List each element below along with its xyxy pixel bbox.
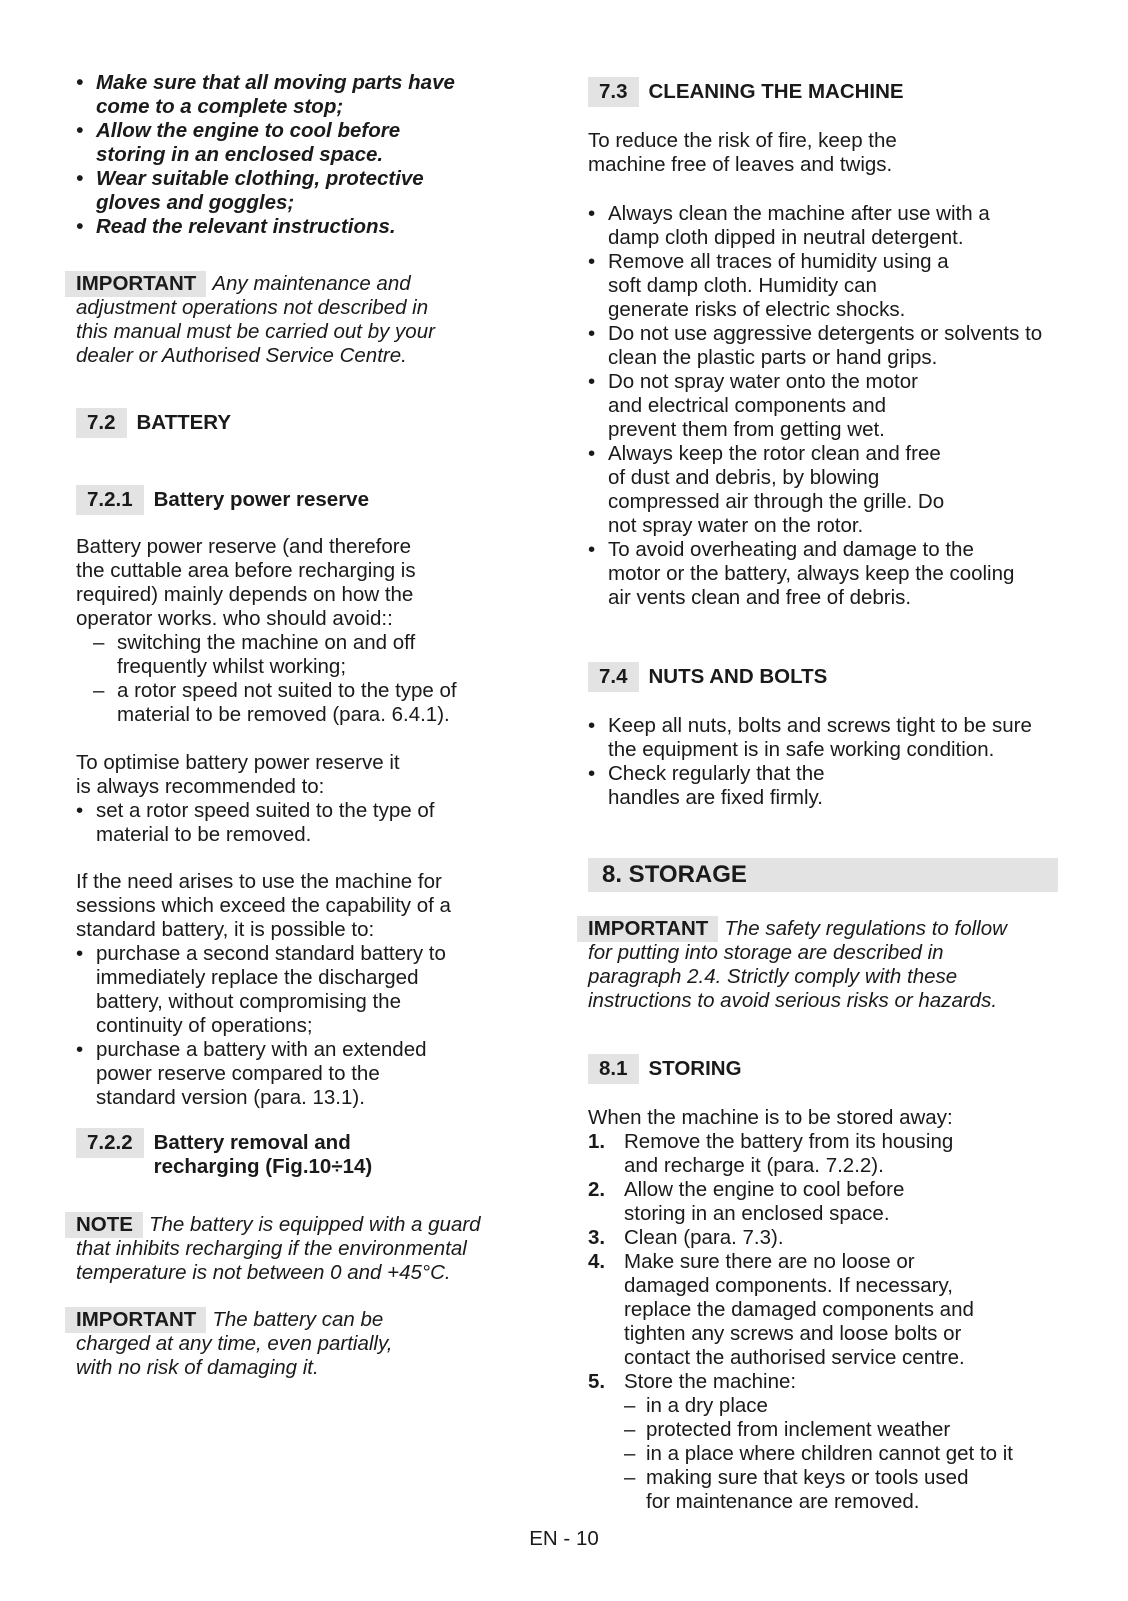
- list-item: – switching the machine on and off frequently whilst working;: [76, 631, 437, 679]
- battery-options-list: [76, 942, 526, 1110]
- paragraph-power-reserve: Battery power reserve (and therefore the cuttable area before recharging is required) mainly depends on how the operator works. who should avoid::: [76, 535, 416, 630]
- paragraph-storing-intro: When the machine is to be stored away:: [588, 1106, 953, 1129]
- list-item: • purchase a battery with an extended power reserve compared to the standard version (para. 13.1).: [76, 1038, 458, 1110]
- paragraph-extended-sessions: If the need arises to use the machine for sessions which exceed the capability of a standard battery, it is possible to:: [76, 870, 451, 941]
- list-item: – making sure that keys or tools used for maintenance are removed.: [624, 1466, 986, 1514]
- important-note-charging: IMPORTANT The battery can be charged at any time, even partially, with no risk of damaging it.: [76, 1308, 406, 1380]
- list-item: – a rotor speed not suited to the type of material to be removed (para. 6.4.1).: [76, 679, 487, 727]
- list-item: • Remove all traces of humidity using a soft damp cloth. Humidity can generate risks of electric shocks.: [588, 250, 953, 322]
- list-item: 2. Allow the engine to cool before storing in an enclosed space.: [588, 1178, 905, 1225]
- section-title: Battery removal and recharging (Fig.10÷14): [153, 1131, 373, 1178]
- list-item: • set a rotor speed suited to the type of material to be removed.: [76, 799, 436, 847]
- optimise-list: [76, 799, 526, 847]
- page-number: EN - 10: [529, 1527, 599, 1550]
- important-note-storage: IMPORTANT The safety regulations to follow for putting into storage are described in paragraph 2.4. Strictly comply with these instructions to avoid serious risks or hazards.: [588, 917, 1018, 1013]
- list-item: – protected from inclement weather: [624, 1418, 1058, 1442]
- intro-safety-list: [76, 71, 526, 239]
- section-7-3-heading: [588, 77, 1058, 107]
- section-7-2-heading: [76, 408, 526, 438]
- nuts-bolts-list: [588, 714, 1058, 810]
- list-item: • Wear suitable clothing, protective gloves and goggles;: [76, 167, 476, 215]
- list-item: • To avoid overheating and damage to the motor or the battery, always keep the cooling air vents clean and free of debris.: [588, 538, 1028, 610]
- section-8-1-heading: [588, 1054, 1058, 1084]
- storing-steps-list: [588, 1130, 1058, 1514]
- avoid-list: [76, 631, 526, 727]
- section-7-4-heading: [588, 662, 1058, 692]
- section-title: NUTS AND BOLTS: [648, 665, 828, 688]
- list-item: • Always keep the rotor clean and free of dust and debris, by blowing compressed air through the grille. Do not spray water on the rotor.: [588, 442, 948, 538]
- list-item: • Always clean the machine after use with a damp cloth dipped in neutral detergent.: [588, 202, 1028, 250]
- list-item: • purchase a second standard battery to immediately replace the discharged battery, without compromising the continuity of operations;: [76, 942, 464, 1038]
- section-number: 8.1: [588, 1054, 639, 1084]
- list-item: • Read the relevant instructions.: [76, 215, 526, 239]
- important-label: IMPORTANT: [65, 1307, 206, 1333]
- cleaning-list: [588, 202, 1058, 610]
- section-8-heading: 8. STORAGE: [588, 858, 1058, 892]
- list-item: 1. Remove the battery from its housing and recharge it (para. 7.2.2).: [588, 1130, 954, 1177]
- list-item: 5. Store the machine: – in a dry place – protected from inclement weather – in a place where children cannot get to it – making sure that keys or tools used for maintenance are removed.: [588, 1370, 1058, 1514]
- important-note-maintenance: IMPORTANT Any maintenance and adjustment operations not described in this manual must be carried out by your dealer or Authorised Service Centre.: [76, 272, 446, 368]
- section-number: 7.3: [588, 77, 639, 107]
- list-item: • Check regularly that the handles are fixed firmly.: [588, 762, 858, 810]
- section-number: 7.2: [76, 408, 127, 438]
- note-temperature-guard: NOTE The battery is equipped with a guard that inhibits recharging if the environmental temperature is not between 0 and +45°C.: [76, 1213, 516, 1285]
- section-title: Battery power reserve: [153, 488, 369, 511]
- list-item: – in a place where children cannot get to it: [624, 1442, 1058, 1466]
- important-label: IMPORTANT: [65, 271, 206, 297]
- important-label: IMPORTANT: [577, 916, 718, 942]
- section-number: 7.2.1: [76, 485, 144, 515]
- section-title: BATTERY: [136, 411, 232, 434]
- list-item: • Allow the engine to cool before storing in an enclosed space.: [76, 119, 456, 167]
- list-item: 4. Make sure there are no loose or damaged components. If necessary, replace the damaged components and tighten any screws and loose bolts or contact the authorised service centre.: [588, 1250, 974, 1369]
- list-item: 3. Clean (para. 7.3).: [588, 1226, 784, 1249]
- note-label: NOTE: [65, 1212, 143, 1238]
- list-item: • Do not spray water onto the motor and electrical components and prevent them from getting wet.: [588, 370, 953, 442]
- list-item: • Make sure that all moving parts have come to a complete stop;: [76, 71, 456, 119]
- section-number: 7.4: [588, 662, 639, 692]
- list-item: • Do not use aggressive detergents or solvents to clean the plastic parts or hand grips.: [588, 322, 1063, 370]
- section-title: STORING: [648, 1057, 742, 1080]
- storage-conditions-list: [624, 1394, 1058, 1514]
- list-item: – in a dry place: [624, 1394, 1058, 1418]
- section-title: CLEANING THE MACHINE: [648, 80, 904, 103]
- paragraph-fire-risk: To reduce the risk of fire, keep the machine free of leaves and twigs.: [588, 129, 897, 176]
- paragraph-optimise: To optimise battery power reserve it is always recommended to:: [76, 751, 400, 798]
- section-7-2-1-heading: [76, 485, 526, 515]
- section-number: 7.2.2: [76, 1128, 144, 1158]
- list-item: • Keep all nuts, bolts and screws tight to be sure the equipment is in safe working condition.: [588, 714, 1058, 762]
- section-7-2-2-heading: [76, 1128, 526, 1179]
